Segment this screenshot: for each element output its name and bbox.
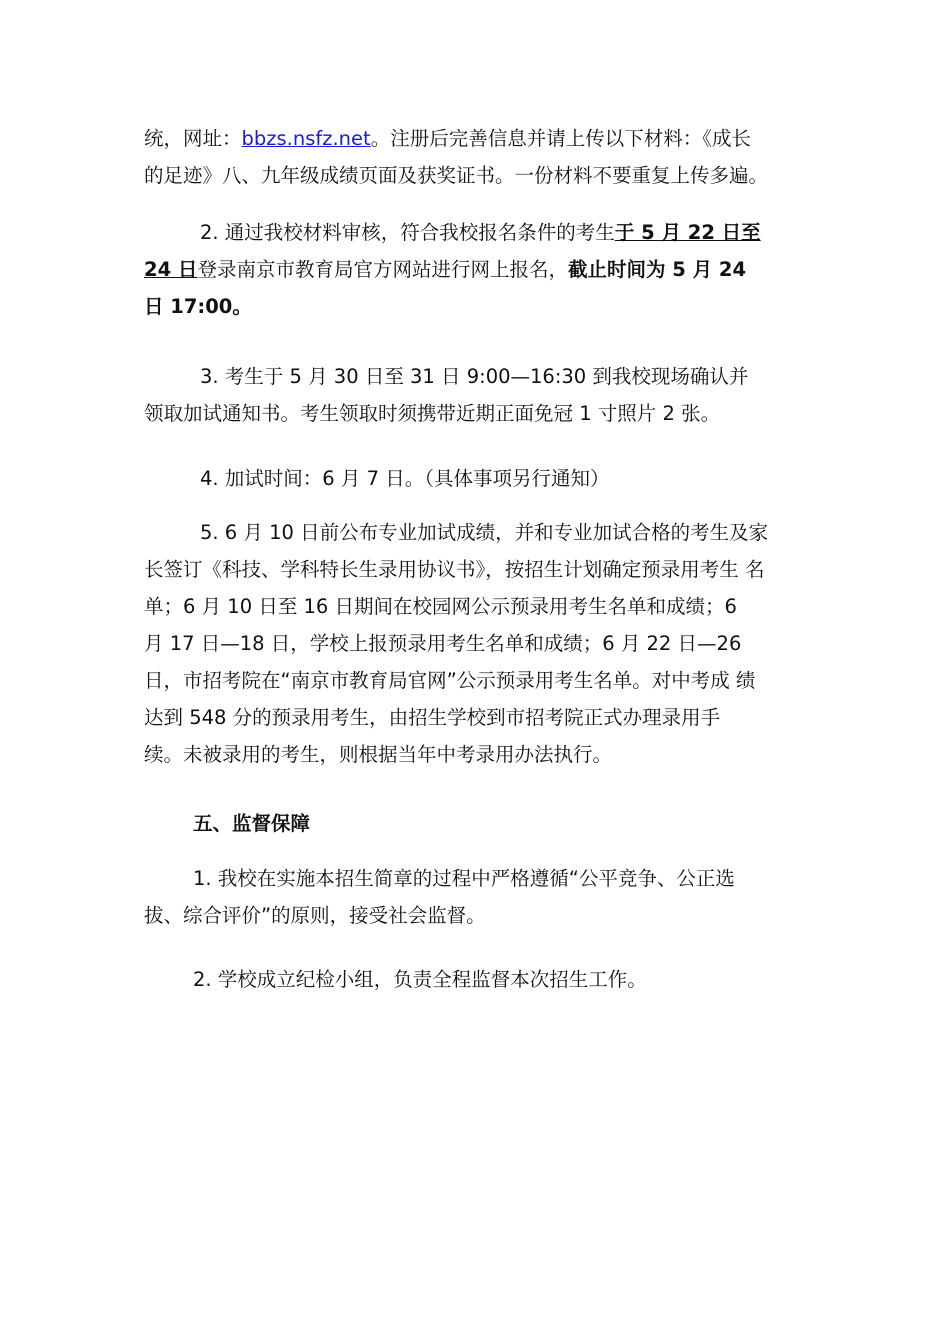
supervision-item-2: [144, 961, 816, 998]
text-line: 达到 548 分的预录用考生，由招生学校到市招考院正式办理录用手: [144, 706, 721, 729]
text-line: 单；6 月 10 日至 16 日期间在校园网公示预录用考生名单和成绩；6: [144, 595, 737, 618]
text-line: 的足迹》八、九年级成绩页面及获奖证书。一份材料不要重复上传多遍。: [144, 164, 769, 187]
text-line: 拔、综合评价”的原则，接受社会监督。: [144, 904, 486, 927]
registration-paragraph: [144, 120, 816, 194]
text-line: 续。未被录用的考生，则根据当年中考录用办法执行。: [144, 743, 613, 766]
deadline-emphasis: 日 17:00。: [144, 295, 252, 318]
supervision-item-1: [144, 860, 816, 934]
section-title: 五、监督保障: [193, 812, 311, 835]
text-line: 月 17 日—18 日，学校上报预录用考生名单和成绩；6 月 22 日—26: [144, 632, 742, 655]
text-line: 4. 加试时间：6 月 7 日。（具体事项另行通知）: [200, 467, 610, 490]
text-segment: 登录南京市教育局官方网站进行网上报名，: [197, 258, 568, 281]
date-range-emphasis: 24 日: [144, 258, 198, 281]
text-line: 5. 6 月 10 日前公布专业加试成绩，并和专业加试合格的考生及家: [200, 521, 769, 544]
text-line: [144, 214, 816, 251]
item-3-paragraph: [144, 358, 816, 432]
deadline-emphasis: 截止时间为 5 月 24: [567, 258, 747, 281]
item-4-paragraph: [144, 460, 816, 497]
text-line: 领取加试通知书。考生领取时须携带近期正面免冠 1 寸照片 2 张。: [144, 402, 721, 425]
text-line: 日，市招考院在“南京市教育局官网”公示预录用考生名单。对中考成 绩: [144, 669, 756, 692]
text-line: 3. 考生于 5 月 30 日至 31 日 9:00—16:30 到我校现场确认并: [200, 365, 749, 388]
item-5-paragraph: [144, 514, 816, 773]
section-5-heading: [144, 805, 816, 842]
website-link[interactable]: bbzs.nsfz.net: [241, 127, 371, 150]
date-range-emphasis: 于 5 月 22 日至: [614, 221, 761, 244]
text-segment: 。注册后完善信息并请上传以下材料：《成长: [370, 127, 751, 150]
text-line: [144, 251, 816, 288]
text-line: 2. 学校成立纪检小组，负责全程监督本次招生工作。: [193, 968, 647, 991]
text-line: 1. 我校在实施本招生简章的过程中严格遵循“公平竞争、公正选: [193, 867, 735, 890]
item-2-paragraph: [144, 214, 816, 325]
text-segment: 统，网址：: [144, 127, 242, 150]
text-segment: 2. 通过我校材料审核，符合我校报名条件的考生: [200, 221, 615, 244]
text-line: 长签订《科技、学科特长生录用协议书》，按招生计划确定预录用考生 名: [144, 558, 765, 581]
text-line: [144, 120, 816, 157]
